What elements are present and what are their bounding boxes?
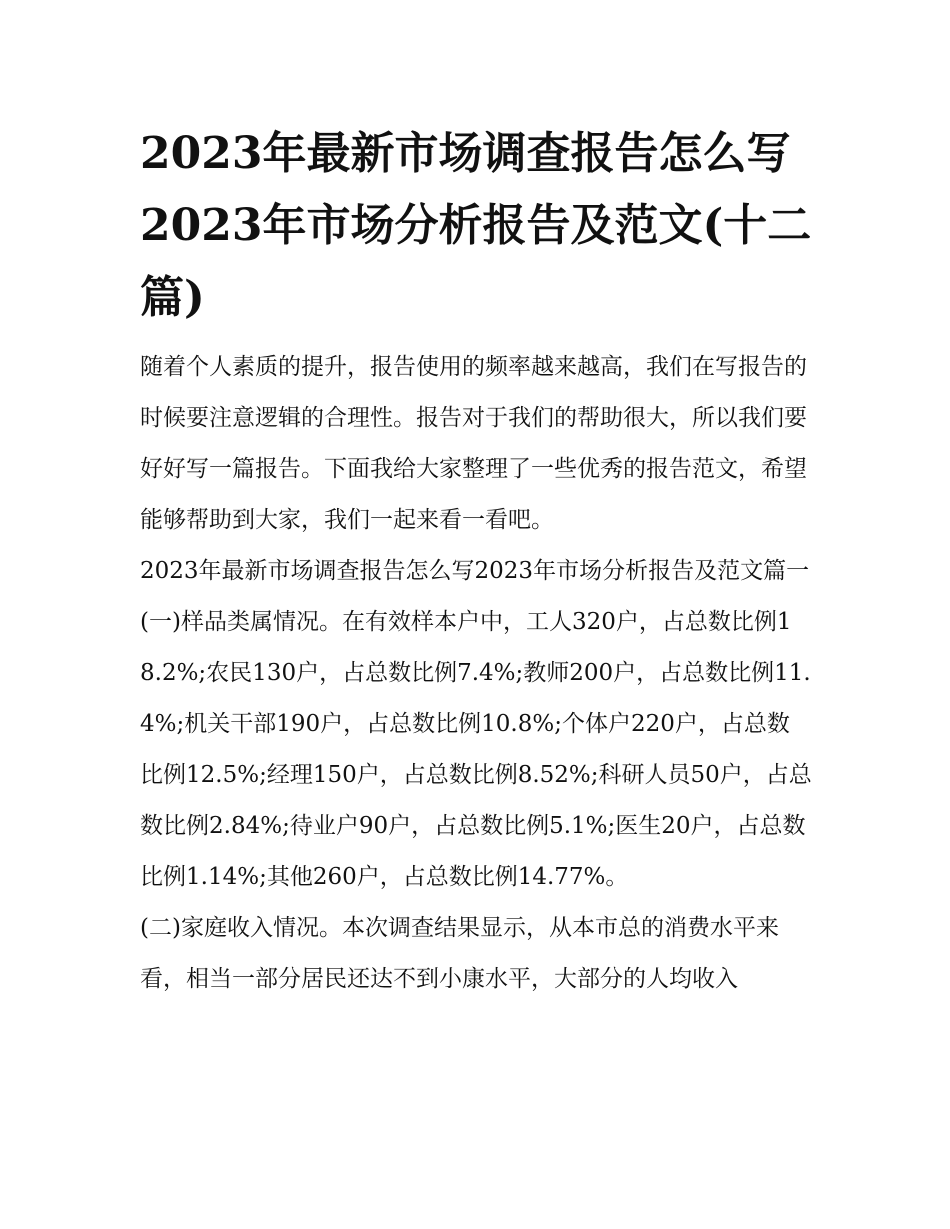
intro-paragraph: 随着个人素质的提升，报告使用的频率越来越高，我们在写报告的时候要注意逻辑的合理性。报告对于我们的帮助很大，所以我们要好好写一篇报告。下面我给大家整理了一些优秀的报告范文，希望能够帮助到大家，我们一起来看一看吧。: [140, 354, 807, 533]
household-income-paragraph: (二)家庭收入情况。本次调查结果显示，从本市总的消费水平来看，相当一部分居民还达不到小康水平，大部分的人均收入: [140, 915, 779, 992]
document-page: [140, 118, 812, 1005]
document-title: 2023年最新市场调查报告怎么写2023年市场分析报告及范文(十二篇): [140, 128, 812, 323]
sample-category-paragraph: (一)样品类属情况。在有效样本户中，工人320户，占总数比例18.2%;农民130户，占总数比例7.4%;教师200户，占总数比例11.4%;机关干部190户，占总数比例10.8%;个体户220户，占总数比例12.5%;经理150户，占总数比例8.52%;科研人员50户，占总数比例2.84%;待业户90户，占总数比例5.1%;医生20户，占总数比例1.14%;其他260户，占总数比例14.77%。: [140, 609, 812, 890]
section-heading: 2023年最新市场调查报告怎么写2023年市场分析报告及范文篇一: [140, 558, 810, 584]
